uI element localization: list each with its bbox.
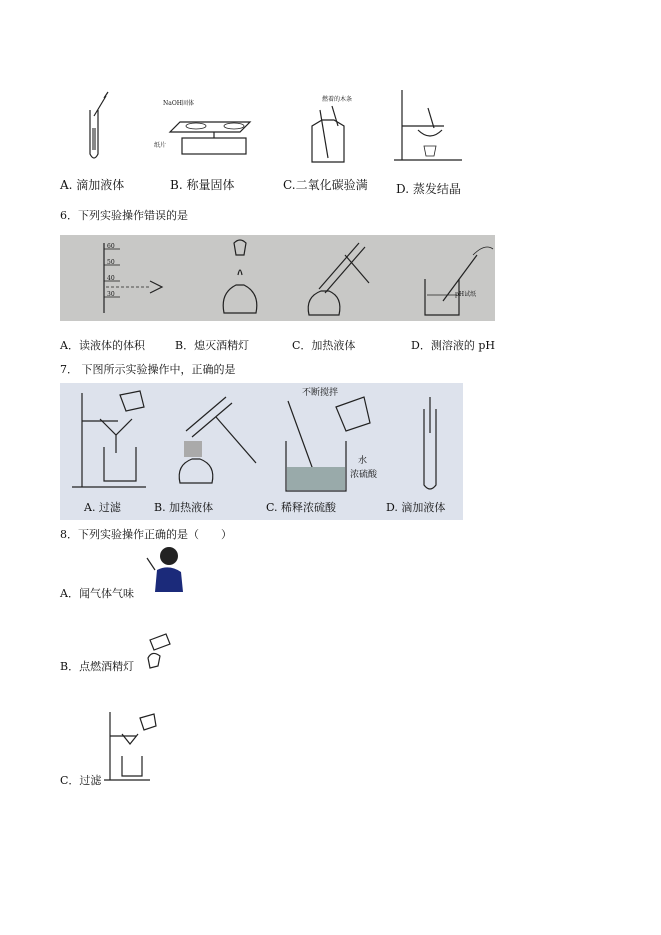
q5-caption-c: C.二氧化碳验满 bbox=[283, 178, 368, 192]
q6-figure bbox=[60, 235, 495, 321]
q6-stem: 6．下列实验操作错误的是 bbox=[60, 209, 188, 222]
light-lamp-drawing bbox=[140, 630, 176, 672]
water-label: 水 bbox=[358, 456, 368, 466]
q8-stem: 8．下列实验操作正确的是（ ） bbox=[60, 528, 232, 541]
stick-label: 燃着的木条 bbox=[322, 96, 353, 103]
dropper-testtube-drawing bbox=[80, 90, 140, 165]
q6-option-a: A．读液体的体积 bbox=[60, 339, 145, 352]
acid-label: 浓硫酸 bbox=[350, 470, 378, 480]
q5-caption-b: B. 称量固体 bbox=[170, 178, 235, 192]
naoh-label: NaOH固体 bbox=[163, 100, 194, 107]
q8-option-c: C．过滤 bbox=[60, 774, 102, 787]
tick-60: 60 bbox=[107, 243, 115, 250]
q7-caption-c: C. 稀释浓硫酸 bbox=[266, 501, 337, 514]
q6-option-d: D．测溶液的 pH bbox=[411, 339, 495, 352]
balance-drawing bbox=[154, 102, 264, 172]
stir-label: 不断搅拌 bbox=[302, 388, 339, 398]
q7-caption-a: A. 过滤 bbox=[84, 501, 121, 514]
ph-beaker-drawing bbox=[415, 235, 505, 321]
tick-40: 40 bbox=[107, 275, 115, 282]
q7-dropper-drawing bbox=[410, 387, 450, 497]
heating-tube-drawing bbox=[295, 235, 385, 321]
q7-caption-d: D. 滴加液体 bbox=[386, 501, 446, 514]
heating-flask-drawing bbox=[156, 387, 266, 497]
q7-stem: 7． 下图所示实验操作中，正确的是 bbox=[60, 363, 236, 376]
dilution-drawing bbox=[280, 387, 400, 497]
q7-figure bbox=[60, 383, 463, 520]
q6-option-c: C．加热液体 bbox=[292, 339, 356, 352]
q6-option-b: B．熄灭酒精灯 bbox=[175, 339, 250, 352]
ph-paper-label: pH试纸 bbox=[455, 291, 477, 298]
q8-filtration-drawing bbox=[102, 710, 162, 784]
filtration-drawing bbox=[66, 387, 156, 497]
lamp-cap-drawing bbox=[210, 235, 290, 321]
paper-label: 纸片 bbox=[154, 142, 167, 149]
smell-gas-drawing bbox=[139, 544, 185, 594]
q7-caption-b: B. 加热液体 bbox=[154, 501, 214, 514]
q5-caption-a: A. 滴加液体 bbox=[60, 178, 125, 192]
q8-option-b: B．点燃酒精灯 bbox=[60, 660, 135, 673]
evaporation-drawing bbox=[388, 88, 468, 168]
q8-option-a: A．闻气体气味 bbox=[60, 587, 134, 600]
q5-caption-d: D. 蒸发结晶 bbox=[396, 182, 461, 196]
q5-figure bbox=[58, 88, 468, 200]
gas-bottle-drawing bbox=[298, 96, 368, 171]
tick-30: 30 bbox=[107, 291, 115, 298]
tick-50: 50 bbox=[107, 259, 115, 266]
